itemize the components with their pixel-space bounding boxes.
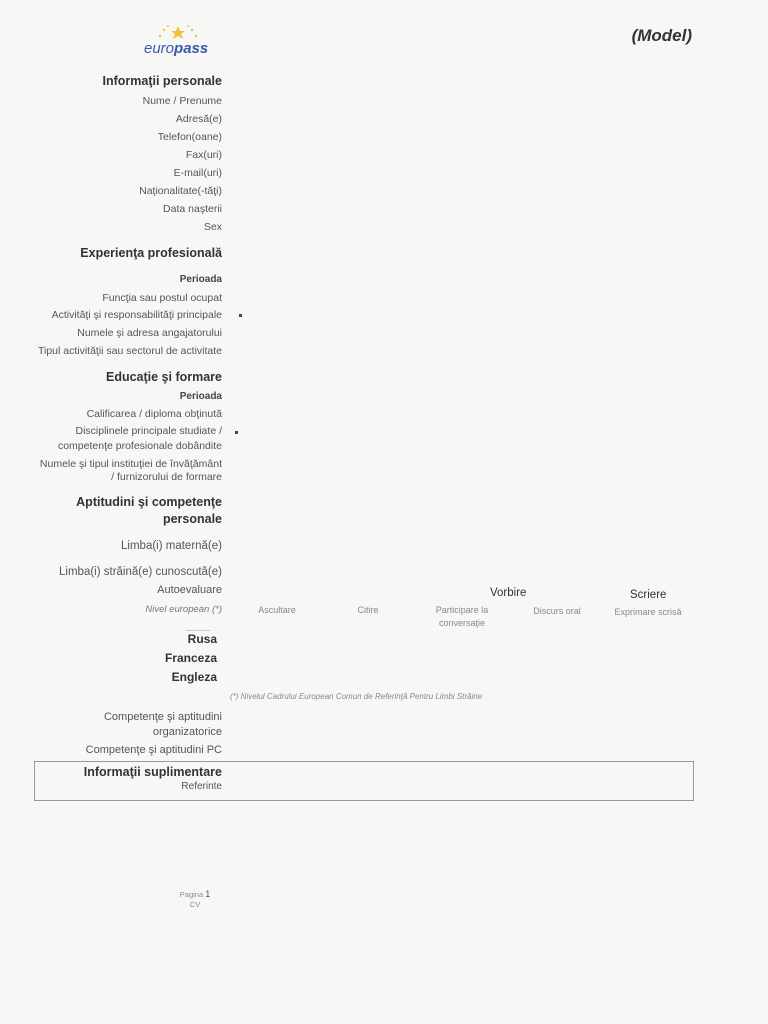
field-employer: Numele şi adresa angajatorului	[77, 327, 222, 339]
europass-logo-text	[144, 40, 208, 57]
col-interaction-line2: conversaţie	[438, 618, 486, 628]
field-references: Referinte	[181, 781, 222, 792]
field-mother-tongue: Limba(i) maternă(e)	[121, 540, 222, 552]
logo-text-bold: pass	[174, 40, 209, 57]
group-writing: Scriere	[630, 589, 667, 601]
field-self-assessment: Autoevaluare	[157, 584, 222, 596]
language-row-3: Engleza	[171, 670, 217, 684]
bullet-marker	[235, 431, 238, 434]
field-institution-line2: / furnizorului de formare	[111, 471, 222, 483]
field-computer-skills: Competenţe şi aptitudini PC	[85, 744, 222, 756]
field-sex: Sex	[203, 221, 222, 233]
page-number: 1	[205, 889, 211, 899]
field-organizational-line1: Competenţe şi aptitudini	[103, 711, 222, 723]
col-reading: Citire	[357, 605, 379, 615]
field-birthdate: Data naşterii	[163, 203, 222, 215]
section-personal-title: Informaţii personale	[102, 74, 222, 88]
field-institution-line1: Numele şi tipul instituţiei de învăţământ	[39, 458, 222, 470]
group-speaking: Vorbire	[490, 587, 527, 599]
col-writing: Exprimare scrisă	[614, 607, 682, 617]
field-subjects-line1: Disciplinele principale studiate /	[75, 425, 222, 437]
field-organizational-line2: organizatorice	[152, 726, 222, 738]
footnote: (*) Nivelul Cadrului European Comun de Referinţă Pentru Limbi Străine	[230, 692, 483, 701]
page-label: Pagina	[179, 890, 204, 899]
col-listening: Ascultare	[258, 605, 296, 615]
doc-label: CV	[189, 900, 201, 909]
field-position: Funcţia sau postul ocupat	[102, 292, 222, 304]
experience-period: Perioada	[179, 274, 222, 285]
col-interaction-line1: Participare la	[435, 605, 489, 615]
logo-text-light: euro	[144, 40, 175, 57]
section-experience-title: Experienţa profesională	[80, 246, 222, 260]
model-label: (Model)	[631, 26, 692, 45]
field-address: Adresă(e)	[175, 113, 222, 125]
field-foreign-languages: Limba(i) străină(e) cunoscută(e)	[59, 566, 222, 578]
education-period: Perioada	[179, 391, 222, 402]
field-qualification: Calificarea / diploma obţinută	[86, 408, 222, 420]
section-skills-title-line1: Aptitudini şi competenţe	[76, 495, 222, 509]
bullet-marker	[239, 314, 242, 317]
field-email: E-mail(uri)	[173, 167, 222, 179]
field-phone: Telefon(oane)	[157, 131, 222, 143]
field-european-level: Nivel european (*)	[145, 604, 222, 615]
section-additional-title: Informaţii suplimentare	[83, 765, 222, 779]
field-nationality: Naţionalitate(-tăţi)	[139, 185, 222, 197]
language-row-1: Rusa	[187, 632, 217, 646]
field-sector: Tipul activităţii sau sectorul de activitate	[37, 345, 222, 357]
section-skills-title-line2: personale	[162, 512, 222, 526]
col-production: Discurs oral	[533, 606, 581, 616]
field-subjects-line2: competenţe profesionale dobândite	[57, 440, 222, 452]
page-footer	[150, 889, 240, 910]
field-name: Nume / Prenume	[142, 95, 222, 107]
divider	[186, 630, 210, 631]
field-fax: Fax(uri)	[185, 149, 222, 161]
language-row-2: Franceza	[164, 651, 217, 665]
section-education-title: Educaţie şi formare	[105, 370, 222, 384]
field-responsibilities: Activităţi şi responsabilităţi principale	[51, 309, 222, 321]
